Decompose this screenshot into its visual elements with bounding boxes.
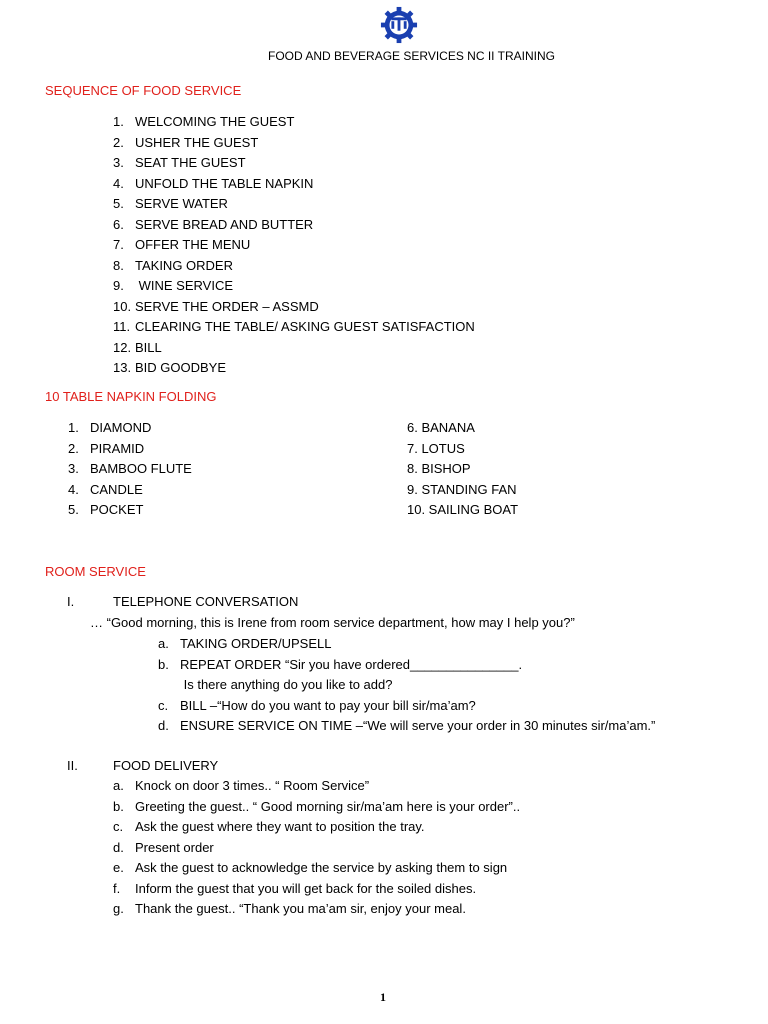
list-item-text: 7. LOTUS [407,440,465,456]
list-marker: 9. [113,278,124,293]
list-marker: 8. [113,257,124,273]
list-item-text: SERVE THE ORDER – ASSMD [135,298,319,314]
delivery-step [113,799,520,815]
list-marker: 13. [113,360,132,375]
napkin-heading: 10 TABLE NAPKIN FOLDING [45,389,217,404]
delivery-step [113,840,214,856]
list-item-text: SERVE WATER [135,196,228,211]
delivery-step [113,881,476,897]
list-item-text: DIAMOND [90,420,152,435]
list-item-text: BAMBOO FLUTE [90,461,192,476]
telephone-script: … “Good morning, this is Irene from room service department, how may I help you?” [90,615,575,630]
list-marker: f. [113,880,121,896]
list-marker: e. [113,860,124,875]
list-marker: 4. [113,175,124,191]
list-item-text: 6. BANANA [407,420,475,435]
telephone-step [158,677,392,693]
list-marker: d. [158,718,169,733]
list-item-text: Thank the guest.. “Thank you ma’am sir, enjoy your meal. [135,901,466,916]
list-item-text: Knock on door 3 times.. “ Room Service” [135,778,370,793]
list-marker: c. [158,697,169,713]
telephone-step [158,657,522,673]
napkin-item [407,461,471,477]
delivery-step [113,778,369,794]
list-item-text: PIRAMID [90,440,145,456]
sequence-item [113,176,313,192]
list-item-text: CLEARING THE TABLE/ ASKING GUEST SATISFACTION [135,319,475,334]
sequence-item [113,319,475,335]
list-marker: 1. [113,114,124,129]
tesda-gear-logo-icon [380,6,418,44]
part-2-number: II. [67,758,78,773]
telephone-step [158,698,476,714]
list-marker: 12. [113,339,132,355]
list-marker: a. [158,636,169,651]
list-item-text: WELCOMING THE GUEST [135,114,295,129]
list-marker: 2. [113,134,124,150]
list-item-text: Present order [135,839,214,855]
list-item-text: USHER THE GUEST [135,134,259,150]
sequence-item [113,340,162,356]
sequence-item [113,196,228,212]
sequence-item [113,135,258,151]
list-item-text: ENSURE SERVICE ON TIME –“We will serve your order in 30 minutes sir/ma’am.” [180,718,656,733]
list-item-text: OFFER THE MENU [135,237,251,252]
napkin-item [68,420,151,436]
telephone-step [158,636,331,652]
list-marker: c. [113,819,124,834]
sequence-item [113,114,294,130]
napkin-item [68,441,144,457]
sequence-item [113,360,226,376]
list-marker: 7. [113,237,124,252]
room-service-heading: ROOM SERVICE [45,564,146,579]
list-item-text: BILL –“How do you want to pay your bill sir/ma’am? [180,697,476,713]
telephone-step [158,718,655,734]
list-item-text: REPEAT ORDER “Sir you have ordered_______________. [180,656,523,672]
list-marker: 5. [68,502,79,517]
sequence-item [113,155,246,171]
list-item-text: BID GOODBYE [135,360,227,375]
list-item-text: SEAT THE GUEST [135,155,246,170]
list-item-text: 10. SAILING BOAT [407,502,519,517]
list-marker: 5. [113,196,124,211]
list-marker: 11. [113,319,131,334]
list-item-text: TAKING ORDER/UPSELL [180,636,332,651]
sequence-item [113,217,313,233]
napkin-item [407,441,465,457]
list-marker: 10. [113,298,132,314]
sequence-heading: SEQUENCE OF FOOD SERVICE [45,83,242,98]
napkin-item [68,502,143,518]
part-2-title: FOOD DELIVERY [113,758,219,773]
document-title: FOOD AND BEVERAGE SERVICES NC II TRAINING [268,49,555,63]
delivery-step [113,819,425,835]
list-item-text: UNFOLD THE TABLE NAPKIN [135,175,314,191]
list-item-text: 9. STANDING FAN [407,481,517,497]
list-item-text: POCKET [90,502,144,517]
part-1-number: I. [67,594,75,609]
list-marker: 2. [68,440,79,456]
list-item-text: Is there anything do you like to add? [180,677,393,692]
sequence-item [113,258,233,274]
list-item-text: 8. BISHOP [407,461,471,476]
list-item-text: TAKING ORDER [135,257,233,273]
list-marker: 3. [68,461,79,476]
delivery-step [113,860,507,876]
list-marker: 3. [113,155,124,170]
list-item-text: Ask the guest to acknowledge the service by asking them to sign [135,860,508,875]
list-item-text: CANDLE [90,481,143,497]
napkin-item [407,420,475,436]
list-marker: b. [158,656,169,672]
napkin-item [68,482,143,498]
part-1-title: TELEPHONE CONVERSATION [113,594,299,609]
sequence-item [113,237,250,253]
list-marker: 1. [68,420,79,435]
list-item-text: WINE SERVICE [135,278,234,293]
napkin-item [407,482,517,498]
napkin-item [68,461,192,477]
list-marker: g. [113,901,124,916]
list-item-text: Inform the guest that you will get back for the soiled dishes. [135,880,477,896]
list-item-text: Ask the guest where they want to position the tray. [135,819,425,834]
napkin-item [407,502,518,518]
list-marker: a. [113,778,124,793]
list-marker: 4. [68,481,79,497]
list-marker: 6. [113,216,124,232]
list-item-text: SERVE BREAD AND BUTTER [135,216,314,232]
list-item-text: Greeting the guest.. “ Good morning sir/ma’am here is your order”.. [135,798,521,814]
list-item-text: BILL [135,339,162,355]
delivery-step [113,901,466,917]
sequence-item [113,299,319,315]
list-marker: d. [113,839,124,855]
list-marker: b. [113,798,124,814]
page-number: 1 [380,990,386,1004]
sequence-item [113,278,233,294]
